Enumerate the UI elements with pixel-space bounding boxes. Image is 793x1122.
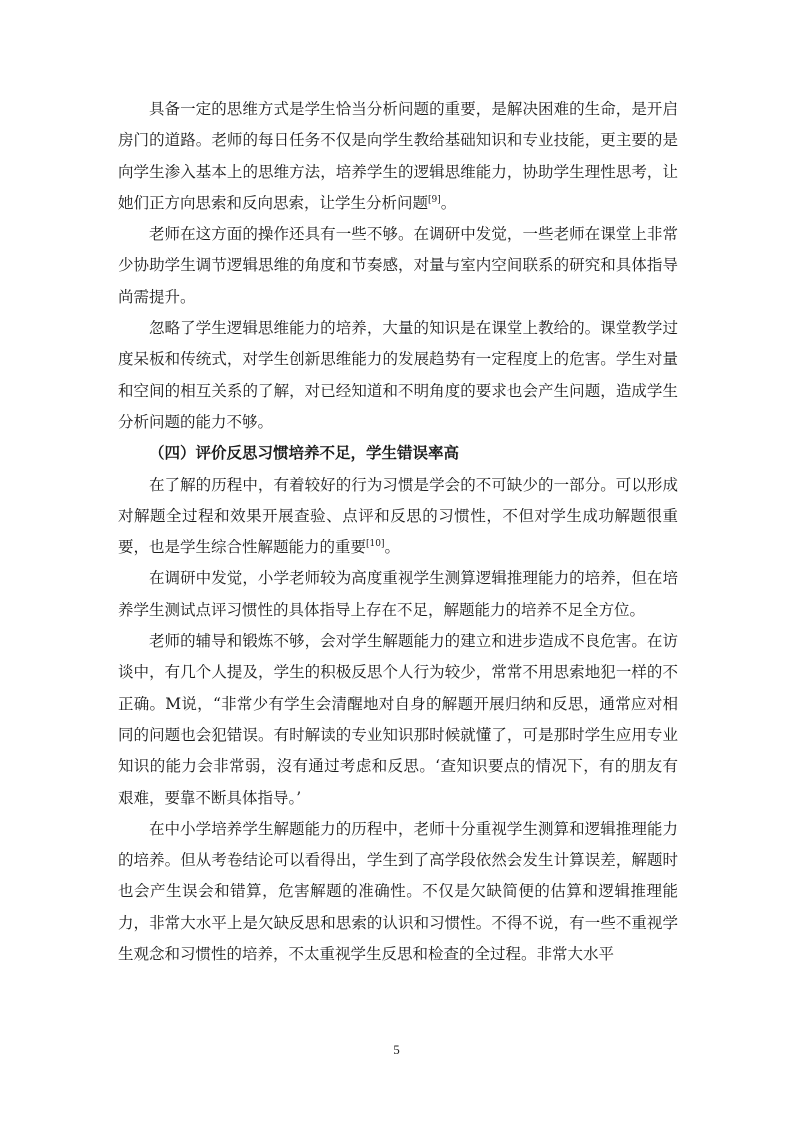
page-number: 5 — [393, 1042, 400, 1057]
paragraph-2-text: 老师在这方面的操作还具有一些不够。在调研中发觉，一些老师在课堂上非常少协助学生调节逻辑思维的角度和节奏感，对量与室内空间联系的研究和具体指导尚需提升。 — [118, 225, 678, 306]
paragraph-3-text: 忽略了学生逻辑思维能力的培养，大量的知识是在课堂上教给的。课堂教学过度呆板和传统式，对学生创新思维能力的发展趋势有一定程度上的危害。学生对量和空间的相互关系的了解，对已经知道和不明角度的要求也会产生问题，造成学生分析问题的能力不够。 — [118, 319, 678, 431]
paragraph-1-tail: 。 — [440, 193, 457, 212]
paragraph-6-text: 老师的辅导和锻炼不够，会对学生解题能力的建立和进步造成不良危害。在访谈中，有几个人提及，学生的积极反思个人行为较少，常常不用思索地犯一样的不正确。M说，“非常少有学生会清醒地对自身的解题开展归纳和反思，通常应对相同的问题也会犯错误。有时解读的专业知识那时候就懂了，可是那时学生应用专业知识的能力会非常弱，沒有通过考虑和反思。‘查知识要点的情况下，有的朋友有艰难，要靠不断具体指导。’ — [118, 632, 678, 807]
paragraph-1-text: 具备一定的思维方式是学生恰当分析问题的重要，是解决困难的生命，是开启房门的道路。老师的每日任务不仅是向学生教给基础知识和专业技能，更主要的是向学生渗入基本上的思维方法，培养学生的逻辑思维能力，协助学生理性思考，让她们正方向思索和反向思索，让学生分析问题 — [118, 100, 678, 212]
paragraph-6 — [118, 626, 678, 814]
paragraph-3 — [118, 313, 678, 438]
paragraph-5 — [118, 563, 678, 626]
paragraph-4 — [118, 470, 678, 564]
paragraph-4-text: 在了解的历程中，有着较好的行为习惯是学会的不可缺少的一部分。可以形成对解题全过程和效果开展查验、点评和反思的习惯性，不但对学生成功解题很重要，也是学生综合性解题能力的重要 — [118, 475, 678, 557]
paragraph-7-text: 在中小学培养学生解题能力的历程中，老师十分重视学生测算和逻辑推理能力的培养。但从考卷结论可以看得出，学生到了高学段依然会发生计算误差，解题时也会产生误会和错算，危害解题的准确性。不仅是欠缺简便的估算和逻辑推理能力，非常大水平上是欠缺反思和思索的认识和习惯性。不得不说，有一些不重视学生观念和习惯性的培养，不太重视学生反思和检查的全过程。非常大水平 — [118, 819, 678, 964]
paragraph-1 — [118, 94, 678, 219]
paragraph-2 — [118, 219, 678, 313]
paragraph-5-text: 在调研中发觉，小学老师较为高度重视学生测算逻辑推理能力的培养，但在培养学生测试点评习惯性的具体指导上存在不足，解题能力的培养不足全方位。 — [118, 569, 678, 619]
body-text — [118, 94, 678, 970]
paragraph-7 — [118, 814, 678, 970]
section-heading: （四）评价反思习惯培养不足，学生错误率高 — [149, 444, 460, 463]
citation-10: [10] — [366, 539, 385, 549]
citation-9: [9] — [428, 194, 441, 205]
paragraph-4-tail: 。 — [384, 538, 401, 557]
